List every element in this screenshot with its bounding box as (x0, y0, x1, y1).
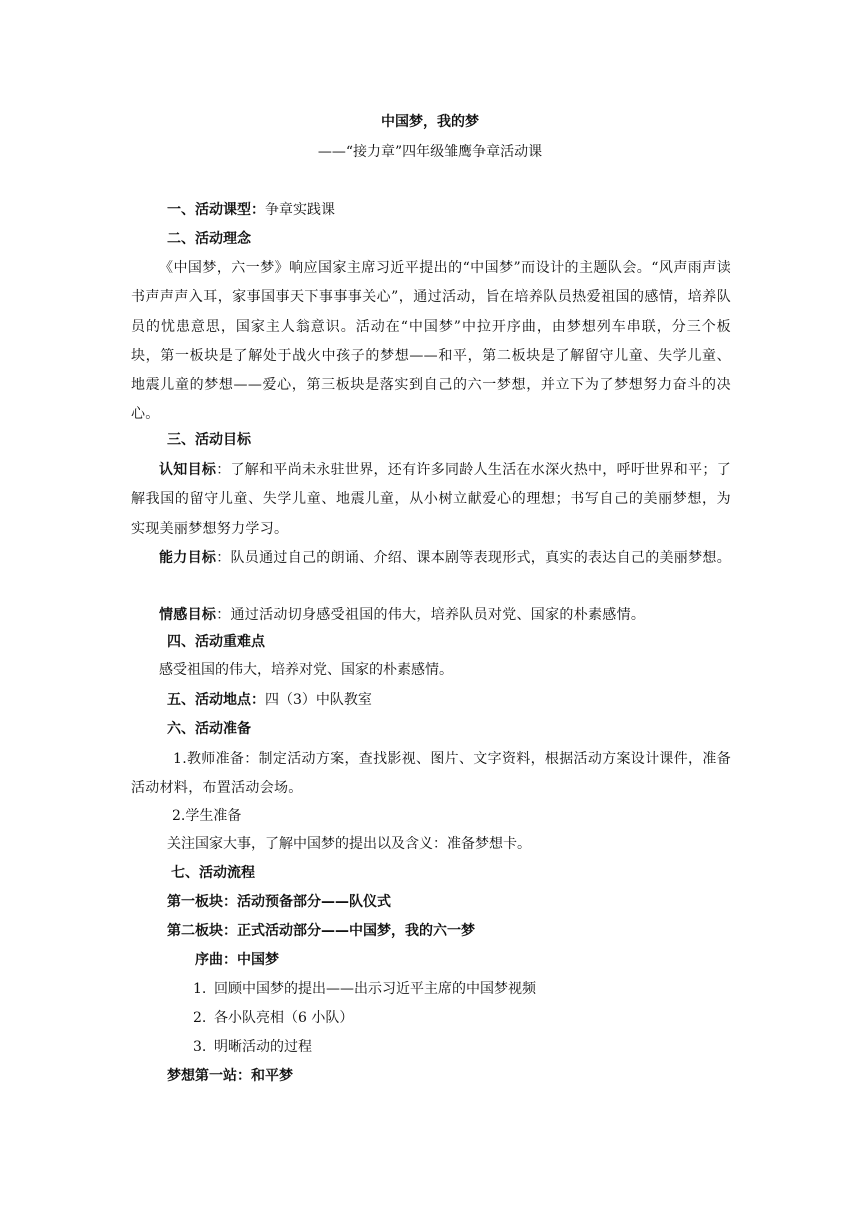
list-item-text: 回顾中国梦的提出——出示习近平主席的中国梦视频 (214, 981, 536, 997)
block-2-heading: 第二板块：正式活动部分——中国梦，我的六一梦 (167, 923, 475, 939)
block-1-heading: 第一板块：活动预备部分——队仪式 (167, 894, 391, 910)
section-3-heading: 三、活动目标 (167, 432, 251, 448)
section-6-heading: 六、活动准备 (167, 721, 251, 737)
page-title: 中国梦，我的梦 (381, 114, 479, 130)
section-1-value: 争章实践课 (265, 202, 335, 218)
section-1-label: 一、活动课型： (167, 202, 265, 218)
section-7-heading: 七、活动流程 (171, 865, 255, 881)
ability-goal-label: 能力目标 (159, 550, 217, 566)
station-1-heading: 梦想第一站：和平梦 (167, 1068, 293, 1084)
section-5-label: 五、活动地点： (167, 692, 265, 708)
section-4-heading: 四、活动重难点 (167, 634, 265, 650)
student-prep-text: 关注国家大事，了解中国梦的提出以及含义：准备梦想卡。 (167, 836, 531, 852)
emotion-goal-text: ：通过活动切身感受祖国的伟大，培养队员对党、国家的朴素感情。 (216, 607, 646, 623)
list-item (193, 1037, 312, 1057)
ability-goal (131, 544, 731, 573)
list-item (193, 1008, 353, 1028)
list-item-number: 1. (193, 981, 207, 997)
section-1 (167, 200, 335, 220)
list-item-text: 明晰活动的过程 (214, 1039, 312, 1055)
section-4-text: 感受祖国的伟大，培养对党、国家的朴素感情。 (159, 662, 453, 678)
student-prep-heading: 2.学生准备 (172, 808, 242, 824)
list-item-number: 3. (193, 1039, 207, 1055)
page-subtitle: ——“接力章”四年级雏鹰争章活动课 (317, 144, 543, 160)
cognitive-goal-text: ：了解和平尚未永驻世界，还有许多同龄人生活在水深火热中，呼吁世界和平；了解我国的留守儿童、失学儿童、地震儿童，从小树立献爱心的理想；书写自己的美丽梦想，为实现美丽梦想努力学习。 (131, 462, 732, 537)
ability-goal-text: ：队员通过自己的朗诵、介绍、课本剧等表现形式，真实的表达自己的美丽梦想。 (216, 550, 732, 566)
list-item-text: 各小队亮相（6 小队） (214, 1010, 354, 1026)
emotion-goal (131, 601, 731, 630)
emotion-goal-label: 情感目标 (159, 607, 217, 623)
teacher-prep: 1.教师准备：制定活动方案，查找影视、图片、文字资料，根据活动方案设计课件，准备活动材料，布置活动会场。 (131, 751, 731, 797)
cognitive-goal-label: 认知目标 (159, 462, 217, 478)
list-item-number: 2. (193, 1010, 207, 1026)
prelude-heading: 序曲：中国梦 (195, 952, 279, 968)
section-2-heading: 二、活动理念 (167, 231, 251, 247)
section-2-paragraph: 《中国梦，六一梦》响应国家主席习近平提出的“中国梦”而设计的主题队会。“风声雨声读书声声声入耳，家事国事天下事事事关心”，通过活动，旨在培养队员热爱祖国的感情，培养队员的忧患意思，国家主人翁意识。活动在“中国梦”中拉开序曲，由梦想列车串联，分三个板块，第一板块是了解处于战火中孩子的梦想——和平，第二板块是了解留守儿童、失学儿童、地震儿童的梦想——爱心，第三板块是落实到自己的六一梦想，并立下为了梦想努力奋斗的决心。 (131, 260, 731, 423)
section-5 (167, 690, 372, 710)
list-item (193, 979, 536, 999)
section-5-value: 四（3）中队教室 (265, 692, 372, 708)
cognitive-goal (131, 456, 731, 544)
